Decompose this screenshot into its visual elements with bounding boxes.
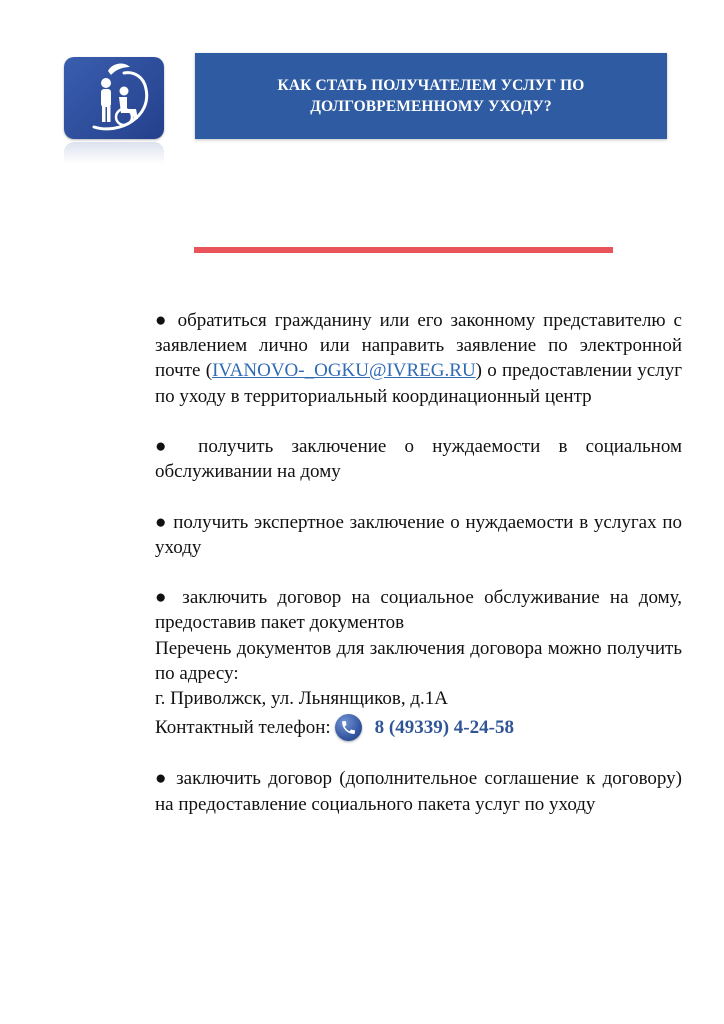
step-submit-application <box>155 308 682 409</box>
documents-info: Перечень документов для заключения договора можно получить по адресу: <box>155 637 682 684</box>
step-care-package-contract: ● заключить договор (дополнительное соглашение к договору) на предоставление социального пакета услуг по уходу <box>155 768 682 815</box>
step-need-conclusion: ● получить заключение о нуждаемости в социальном обслуживании на дому <box>155 436 682 483</box>
contact-phone-line <box>155 714 682 741</box>
decorative-divider <box>194 247 613 253</box>
phone-label: Контактный телефон: <box>155 717 331 739</box>
caregiver-wheelchair-logo-icon <box>64 57 164 139</box>
step-expert-conclusion: ● получить экспертное заключение о нуждаемости в услугах по уходу <box>155 511 682 558</box>
organization-logo <box>64 57 164 139</box>
address: г. Приволжск, ул. Льнянщиков, д.1А <box>155 688 449 709</box>
phone-number[interactable]: 8 (49339) 4-24-58 <box>374 717 514 739</box>
logo-reflection <box>64 142 164 164</box>
title-banner <box>195 53 667 139</box>
document-body <box>155 308 682 817</box>
step-service-contract: ● заключить договор на социальное обслуживание на дому, предоставив пакет документов <box>155 587 682 634</box>
page-title: КАК СТАТЬ ПОЛУЧАТЕЛЕМ УСЛУГ ПО ДОЛГОВРЕМЕННОМУ УХОДУ? <box>277 77 585 115</box>
phone-icon <box>335 714 362 741</box>
step1-text-before: ● обратиться гражданину или его законному представителю с заявлением лично или направить заявление по электронной почте ( <box>155 310 682 382</box>
email-link[interactable]: IVANOVO-_OGKU@IVREG.RU <box>212 360 476 382</box>
step1-text-after: ) о предоставлении услуг по уходу в территориальный координационный центр <box>155 360 682 407</box>
